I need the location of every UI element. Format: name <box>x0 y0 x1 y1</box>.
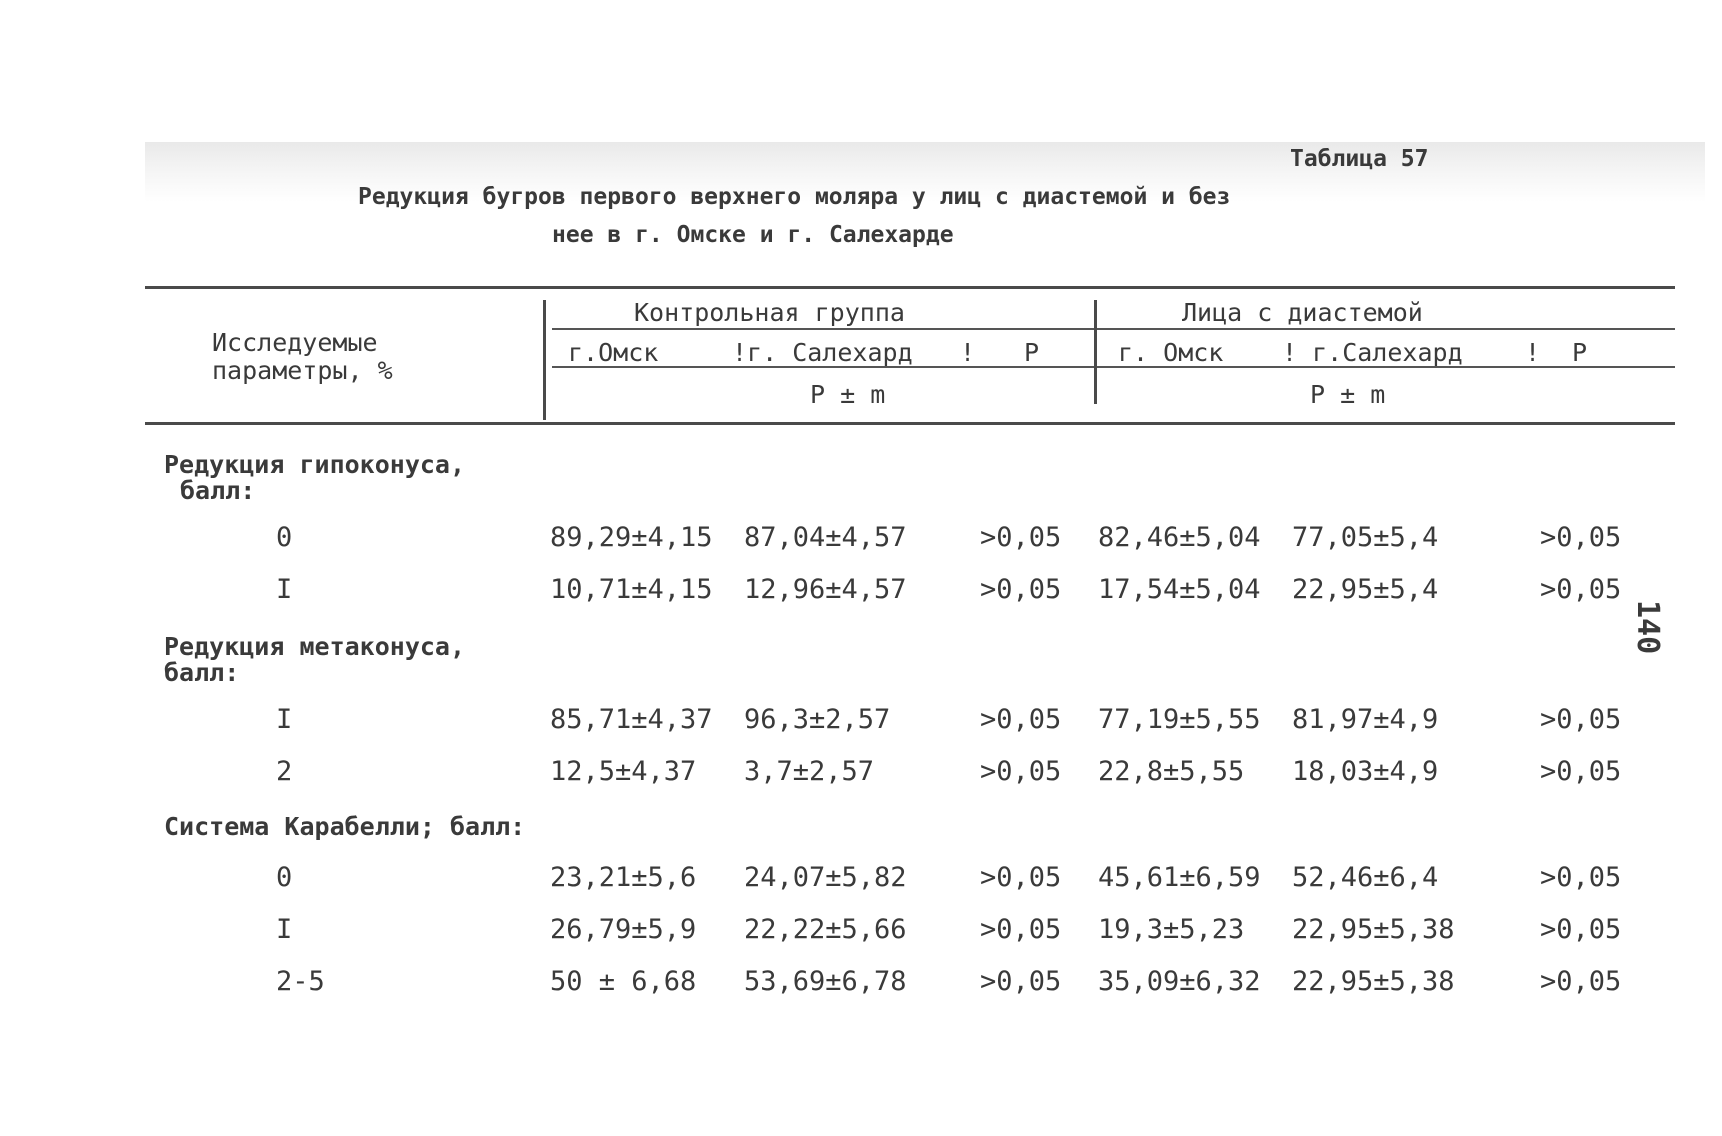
header-omsk-diastema: г. Омск <box>1118 338 1224 367</box>
cell-diastema-salekhard: 77,05±5,4 <box>1292 522 1439 553</box>
header-pm-diastema: Р ± m <box>1310 380 1386 409</box>
cell-control-omsk: 12,5±4,37 <box>550 756 697 787</box>
cell-control-p: >0,05 <box>980 574 1062 605</box>
cell-diastema-salekhard: 52,46±6,4 <box>1292 862 1439 893</box>
page-number: 140 <box>1630 600 1665 655</box>
cell-diastema-salekhard: 81,97±4,9 <box>1292 704 1439 735</box>
table-title-line2: нее в г. Омске и г. Салехарде <box>552 222 954 248</box>
cell-diastema-salekhard: 18,03±4,9 <box>1292 756 1439 787</box>
cell-diastema-omsk: 35,09±6,32 <box>1098 966 1261 997</box>
header-omsk-control: г.Омск <box>568 338 659 367</box>
header-group-control: Контрольная группа <box>634 298 905 327</box>
table-number: Таблица 57 <box>1290 146 1429 172</box>
header-sep-diastema: ! <box>1525 338 1541 367</box>
header-group-diastema: Лица с диастемой <box>1182 298 1423 327</box>
cell-diastema-p: >0,05 <box>1540 966 1622 997</box>
cell-control-omsk: 10,71±4,15 <box>550 574 713 605</box>
header-pm-control: Р ± m <box>810 380 886 409</box>
table-top-rule <box>145 286 1675 289</box>
cell-diastema-omsk: 82,46±5,04 <box>1098 522 1261 553</box>
cell-control-salekhard: 96,3±2,57 <box>744 704 891 735</box>
header-p-diastema: Р <box>1572 338 1588 367</box>
cell-control-salekhard: 22,22±5,66 <box>744 914 907 945</box>
cell-control-omsk: 26,79±5,9 <box>550 914 697 945</box>
header-rule-2 <box>552 366 1675 368</box>
cell-control-p: >0,05 <box>980 704 1062 735</box>
cell-control-salekhard: 3,7±2,57 <box>744 756 875 787</box>
cell-diastema-salekhard: 22,95±5,38 <box>1292 914 1455 945</box>
cell-diastema-p: >0,05 <box>1540 862 1622 893</box>
header-bottom-rule <box>145 422 1675 425</box>
cell-diastema-omsk: 45,61±6,59 <box>1098 862 1261 893</box>
header-divider-left <box>543 300 546 420</box>
cell-control-omsk: 85,71±4,37 <box>550 704 713 735</box>
cell-control-p: >0,05 <box>980 914 1062 945</box>
row-label: I <box>276 574 293 605</box>
table-title-line1: Редукция бугров первого верхнего моляра у лиц с диастемой и без <box>358 184 1231 210</box>
cell-control-omsk: 89,29±4,15 <box>550 522 713 553</box>
section-title-metacone-line2: балл: <box>164 658 240 687</box>
header-salekhard-control: !г. Салехард <box>732 338 913 367</box>
row-label: 2 <box>276 756 293 787</box>
cell-control-p: >0,05 <box>980 966 1062 997</box>
row-label: 2-5 <box>276 966 325 997</box>
header-param-line2: параметры, % <box>212 356 393 385</box>
row-label: 0 <box>276 862 293 893</box>
cell-diastema-p: >0,05 <box>1540 704 1622 735</box>
cell-control-omsk: 50 ± 6,68 <box>550 966 697 997</box>
cell-control-salekhard: 12,96±4,57 <box>744 574 907 605</box>
header-sep-control: ! <box>960 338 976 367</box>
cell-diastema-salekhard: 22,95±5,4 <box>1292 574 1439 605</box>
cell-diastema-omsk: 22,8±5,55 <box>1098 756 1245 787</box>
header-divider-mid <box>1094 300 1097 404</box>
section-title-hypocone-line1: Редукция гипоконуса, <box>164 450 466 479</box>
cell-control-salekhard: 24,07±5,82 <box>744 862 907 893</box>
cell-control-omsk: 23,21±5,6 <box>550 862 697 893</box>
cell-diastema-omsk: 77,19±5,55 <box>1098 704 1261 735</box>
cell-diastema-salekhard: 22,95±5,38 <box>1292 966 1455 997</box>
header-p-control: Р <box>1024 338 1040 367</box>
cell-diastema-p: >0,05 <box>1540 522 1622 553</box>
cell-control-p: >0,05 <box>980 522 1062 553</box>
row-label: 0 <box>276 522 293 553</box>
cell-diastema-p: >0,05 <box>1540 756 1622 787</box>
cell-control-p: >0,05 <box>980 862 1062 893</box>
section-title-metacone-line1: Редукция метаконуса, <box>164 632 466 661</box>
section-title-carabelli: Система Карабелли; балл: <box>164 812 526 841</box>
cell-diastema-p: >0,05 <box>1540 574 1622 605</box>
header-salekhard-diastema: ! г.Салехард <box>1282 338 1463 367</box>
row-label: I <box>276 704 293 735</box>
cell-diastema-p: >0,05 <box>1540 914 1622 945</box>
cell-diastema-omsk: 19,3±5,23 <box>1098 914 1245 945</box>
row-label: I <box>276 914 293 945</box>
cell-control-salekhard: 87,04±4,57 <box>744 522 907 553</box>
cell-control-salekhard: 53,69±6,78 <box>744 966 907 997</box>
cell-control-p: >0,05 <box>980 756 1062 787</box>
section-title-hypocone-line2: балл: <box>180 476 256 505</box>
cell-diastema-omsk: 17,54±5,04 <box>1098 574 1261 605</box>
header-param-line1: Исследуемые <box>212 328 378 357</box>
header-rule-1 <box>552 328 1675 330</box>
